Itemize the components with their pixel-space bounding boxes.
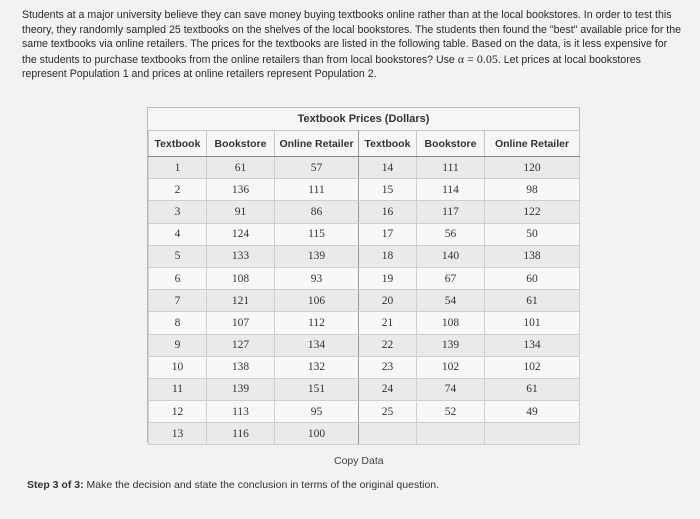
table-row — [149, 290, 580, 312]
table-cell: 138 — [485, 245, 580, 267]
step-text: Make the decision and state the conclusion in terms of the original question. — [83, 479, 440, 491]
col-header-textbook: Textbook — [359, 131, 417, 157]
table-cell: 116 — [207, 423, 275, 445]
table-cell: 93 — [275, 267, 359, 289]
table-cell: 16 — [359, 201, 417, 223]
table-cell: 121 — [207, 290, 275, 312]
table-cell: 25 — [359, 401, 417, 423]
table-cell: 52 — [417, 401, 485, 423]
table-cell — [485, 423, 580, 445]
table-cell: 133 — [207, 245, 275, 267]
table-cell: 4 — [149, 223, 207, 245]
step-instruction — [27, 479, 439, 491]
textbook-prices-table — [147, 107, 580, 443]
table-cell: 98 — [485, 179, 580, 201]
table-row — [149, 223, 580, 245]
table-cell: 139 — [207, 378, 275, 400]
table-cell: 115 — [275, 223, 359, 245]
table-cell: 24 — [359, 378, 417, 400]
table-cell: 61 — [485, 290, 580, 312]
table-cell: 20 — [359, 290, 417, 312]
table-cell: 14 — [359, 157, 417, 179]
table-cell: 108 — [417, 312, 485, 334]
table-cell: 113 — [207, 401, 275, 423]
table-row — [149, 267, 580, 289]
copy-data-link[interactable]: Copy Data — [334, 455, 384, 467]
table-cell: 120 — [485, 157, 580, 179]
table-cell: 15 — [359, 179, 417, 201]
table-cell: 139 — [417, 334, 485, 356]
table-cell: 57 — [275, 157, 359, 179]
table-cell: 18 — [359, 245, 417, 267]
table-cell: 11 — [149, 378, 207, 400]
table-row — [149, 157, 580, 179]
table-cell: 86 — [275, 201, 359, 223]
table-cell: 13 — [149, 423, 207, 445]
table-cell: 139 — [275, 245, 359, 267]
table-cell — [359, 423, 417, 445]
table-cell: 12 — [149, 401, 207, 423]
table-cell: 61 — [485, 378, 580, 400]
col-header-online-retailer: Online Retailer — [485, 131, 580, 157]
table-cell: 91 — [207, 201, 275, 223]
table-row — [149, 401, 580, 423]
table-cell: 132 — [275, 356, 359, 378]
table-cell: 61 — [207, 157, 275, 179]
table-cell: 134 — [275, 334, 359, 356]
table-cell: 60 — [485, 267, 580, 289]
table-cell: 102 — [417, 356, 485, 378]
table-cell: 7 — [149, 290, 207, 312]
table-title: Textbook Prices (Dollars) — [297, 113, 430, 125]
table-cell: 111 — [275, 179, 359, 201]
col-header-online-retailer: Online Retailer — [275, 131, 359, 157]
alpha-expression: α = 0.05 — [457, 51, 498, 66]
table-cell: 100 — [275, 423, 359, 445]
table-cell — [417, 423, 485, 445]
problem-text-after: . Let prices at local bookstores represent Population 1 and prices at online retailers represent Population 2. — [22, 53, 641, 80]
table-cell: 111 — [417, 157, 485, 179]
table-row — [149, 245, 580, 267]
col-header-textbook: Textbook — [149, 131, 207, 157]
table-cell: 140 — [417, 245, 485, 267]
table-cell: 127 — [207, 334, 275, 356]
table-cell: 114 — [417, 179, 485, 201]
table-cell: 67 — [417, 267, 485, 289]
table-cell: 8 — [149, 312, 207, 334]
table-cell: 124 — [207, 223, 275, 245]
table-cell: 95 — [275, 401, 359, 423]
table-cell: 23 — [359, 356, 417, 378]
table-cell: 21 — [359, 312, 417, 334]
prices-grid — [148, 130, 580, 445]
table-row — [149, 201, 580, 223]
table-row — [149, 334, 580, 356]
table-cell: 136 — [207, 179, 275, 201]
table-row — [149, 312, 580, 334]
table-row — [149, 179, 580, 201]
problem-statement — [22, 8, 682, 82]
problem-text-before: Students at a major university believe they can save money buying textbooks online rather than at the local bookstores. In order to test this theory, they randomly sampled 25 textbooks on the shelves of the local bookstores. The students then found the "best" available price for the same textbooks via online retailers. The prices for the textbooks are listed in the following table. Based on the data, is it less expensive for the students to purchase textbooks from the online retailers than from local bookstores? Use — [22, 9, 682, 66]
table-cell: 3 — [149, 201, 207, 223]
table-cell: 22 — [359, 334, 417, 356]
table-cell: 102 — [485, 356, 580, 378]
table-cell: 122 — [485, 201, 580, 223]
table-cell: 54 — [417, 290, 485, 312]
table-cell: 101 — [485, 312, 580, 334]
table-cell: 17 — [359, 223, 417, 245]
step-label: Step 3 of 3: — [27, 479, 84, 491]
table-cell: 112 — [275, 312, 359, 334]
table-cell: 19 — [359, 267, 417, 289]
table-cell: 106 — [275, 290, 359, 312]
table-cell: 50 — [485, 223, 580, 245]
table-cell: 74 — [417, 378, 485, 400]
table-cell: 6 — [149, 267, 207, 289]
table-cell: 108 — [207, 267, 275, 289]
table-cell: 138 — [207, 356, 275, 378]
header-row — [149, 131, 580, 157]
table-row — [149, 378, 580, 400]
table-cell: 10 — [149, 356, 207, 378]
table-cell: 1 — [149, 157, 207, 179]
table-cell: 151 — [275, 378, 359, 400]
table-cell: 107 — [207, 312, 275, 334]
table-row — [149, 423, 580, 445]
table-cell: 134 — [485, 334, 580, 356]
table-cell: 5 — [149, 245, 207, 267]
col-header-bookstore: Bookstore — [207, 131, 275, 157]
table-cell: 2 — [149, 179, 207, 201]
table-row — [149, 356, 580, 378]
table-cell: 49 — [485, 401, 580, 423]
table-cell: 56 — [417, 223, 485, 245]
col-header-bookstore: Bookstore — [417, 131, 485, 157]
table-cell: 9 — [149, 334, 207, 356]
table-cell: 117 — [417, 201, 485, 223]
